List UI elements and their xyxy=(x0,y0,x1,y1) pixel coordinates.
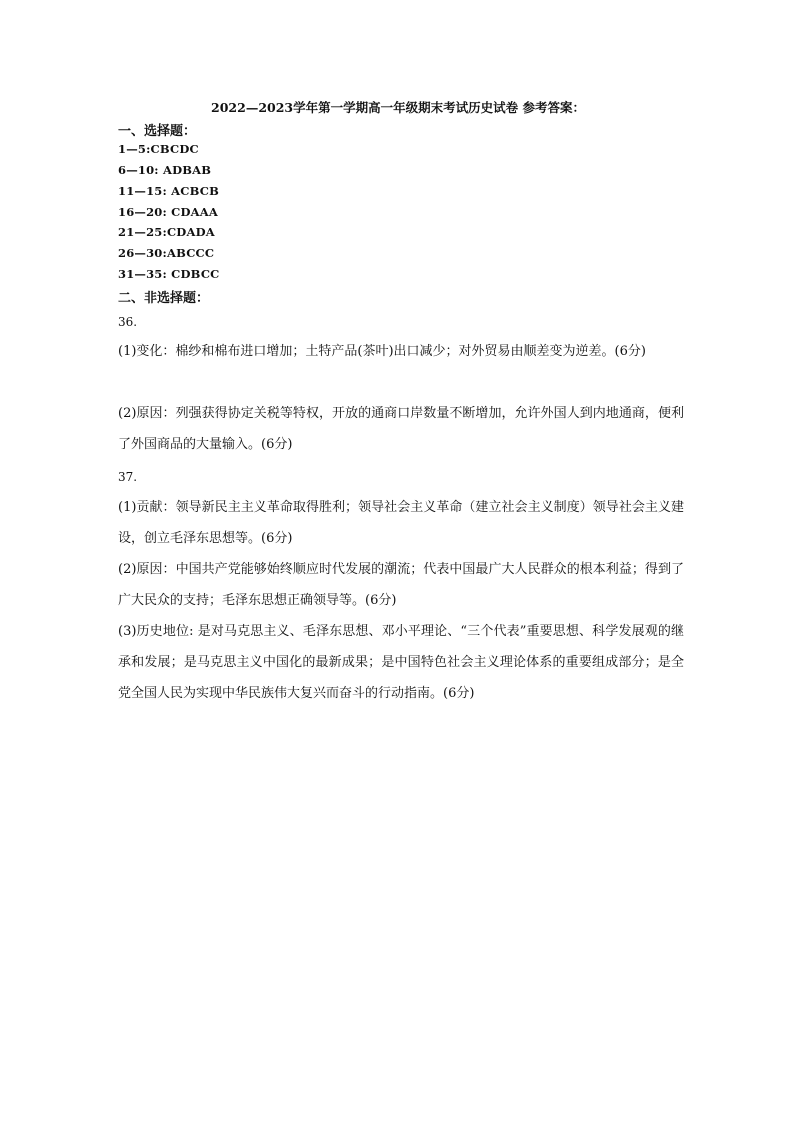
q36-answer-part2: (2)原因：列强获得协定关税等特权，开放的通商口岸数量不断增加，允许外国人到内地通商，便利了外国商品的大量输入。(6分) xyxy=(118,406,684,452)
q37-answer-part2: (2)原因：中国共产党能够始终顺应时代发展的潮流；代表中国最广大人民群众的根本利益；得到了广大民众的支持；毛泽东思想正确领导等。(6分) xyxy=(118,562,684,608)
answer-line: 26—30:ABCCC xyxy=(118,246,215,260)
q37-answer-part3: (3)历史地位: 是对马克思主义、毛泽东思想、邓小平理论、“三个代表”重要思想、科学发展观的继承和发展；是马克思主义中国化的最新成果；是中国特色社会主义理论体系的重要组成部分；是全党全国人民为实现中华民族伟大复兴而奋斗的行动指南。(6分) xyxy=(118,624,684,701)
q36-answer-part1: (1)变化：棉纱和棉布进口增加；土特产品(茶叶)出口减少；对外贸易由顺差变为逆差。(6分) xyxy=(118,344,646,359)
answer-line: 31—35: CDBCC xyxy=(118,267,220,281)
answer-line: 16—20: CDAAA xyxy=(118,205,219,219)
answer-line: 1—5:CBCDC xyxy=(118,142,199,156)
q37-answer-part1: (1)贡献：领导新民主主义革命取得胜利；领导社会主义革命（建立社会主义制度）领导社会主义建设，创立毛泽东思想等。(6分) xyxy=(118,500,684,546)
document-title: 2022—2023学年第一学期高一年级期末考试历史试卷 参考答案： xyxy=(211,100,585,115)
question-number-36: 36. xyxy=(118,315,138,329)
section-heading-non-choice: 二、非选择题： xyxy=(118,291,210,306)
answer-line: 11—15: ACBCB xyxy=(118,184,220,198)
answer-line: 6—10: ADBAB xyxy=(118,163,212,177)
answer-line: 21—25:CDADA xyxy=(118,225,215,239)
question-number-37: 37. xyxy=(118,470,138,484)
section-heading-multiple-choice: 一、选择题： xyxy=(118,124,197,139)
